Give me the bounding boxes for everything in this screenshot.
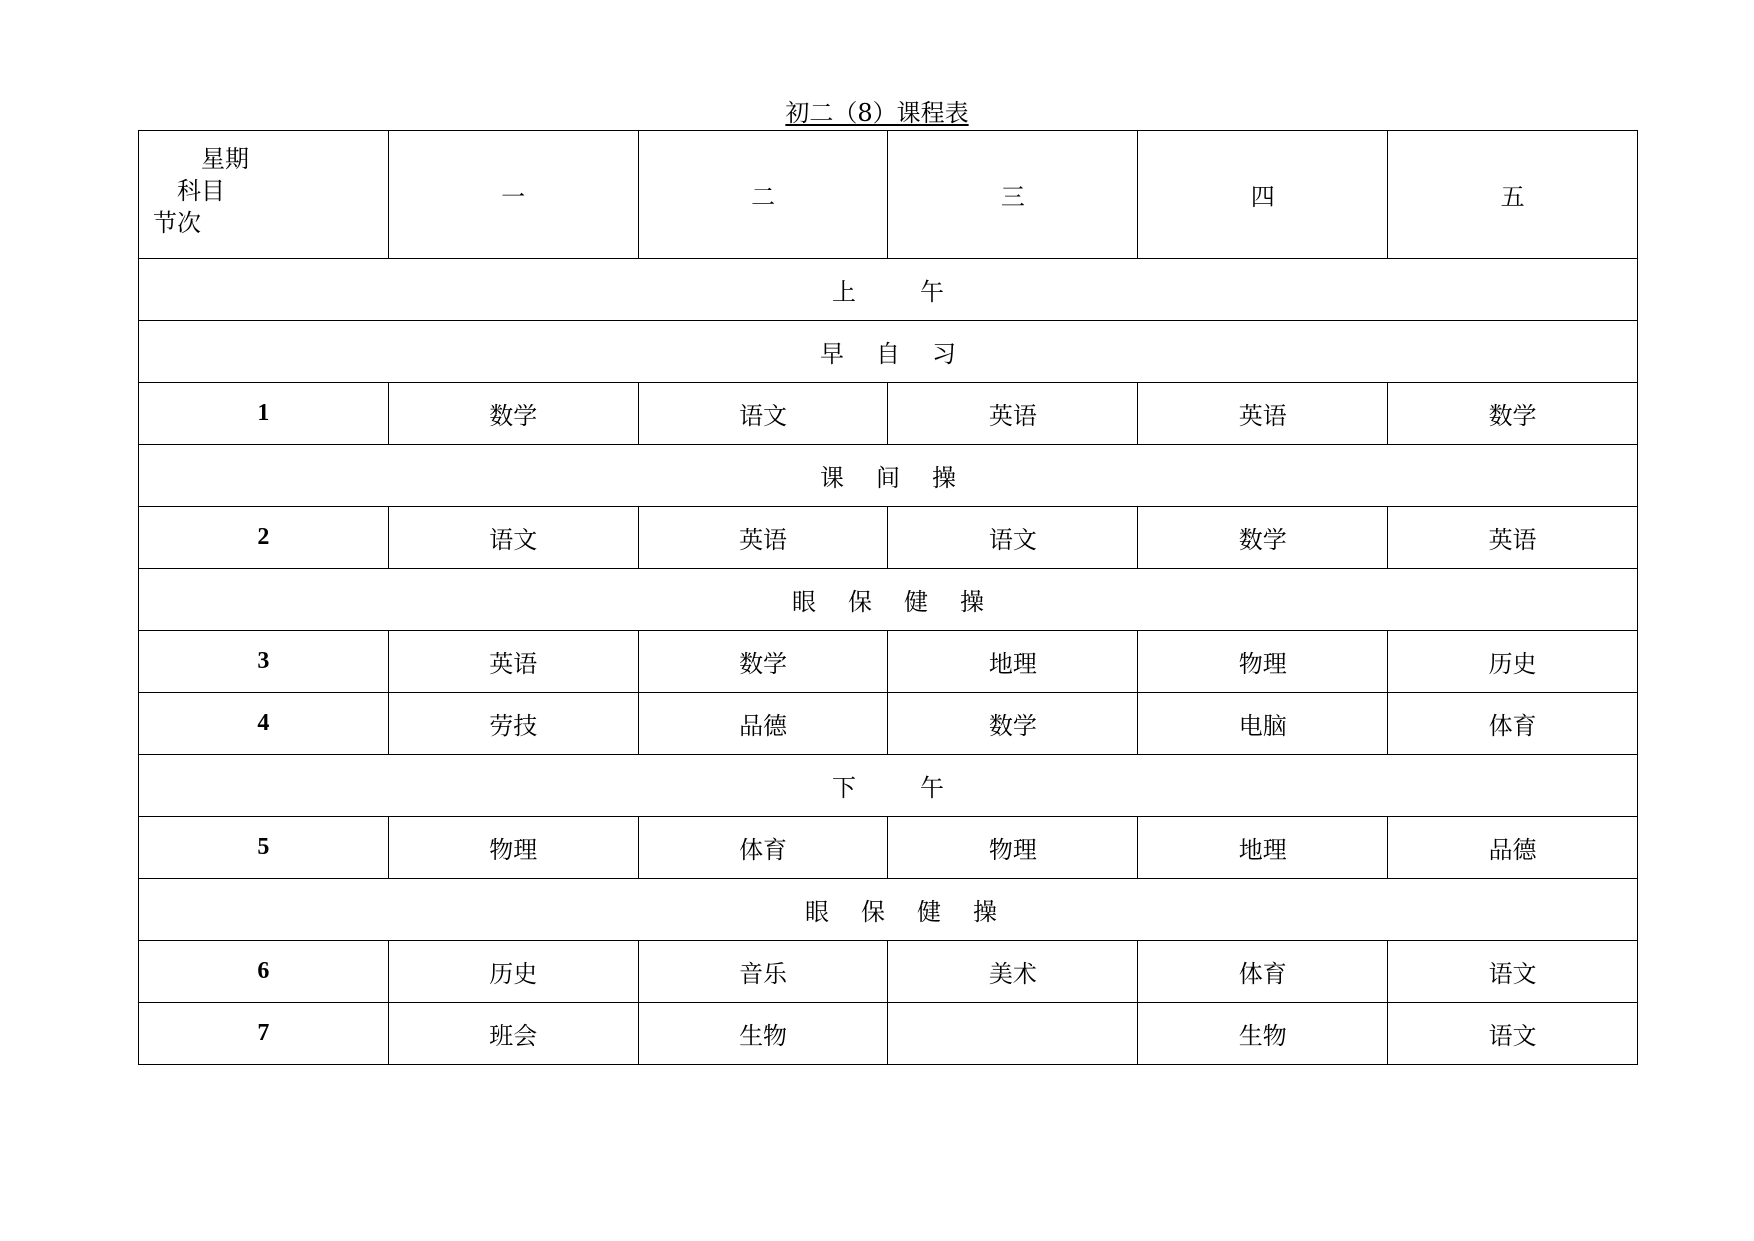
section-early-study — [139, 321, 1638, 383]
section-char: 自 — [876, 340, 900, 368]
section-row-eye-exercise-1 — [139, 569, 1638, 631]
section-row-early-study — [139, 321, 1638, 383]
section-char: 操 — [932, 464, 956, 492]
class-cell: 语文 — [1388, 1003, 1638, 1065]
section-char: 习 — [932, 340, 956, 368]
section-row-exercise — [139, 445, 1638, 507]
period-number: 3 — [139, 631, 389, 693]
period-number: 4 — [139, 693, 389, 755]
class-cell: 品德 — [1388, 817, 1638, 879]
class-cell: 品德 — [638, 693, 888, 755]
section-eye-exercise-1 — [139, 569, 1638, 631]
class-cell: 语文 — [1388, 941, 1638, 1003]
period-row-2 — [139, 507, 1638, 569]
class-cell — [888, 1003, 1138, 1065]
day-header-thu: 四 — [1138, 131, 1388, 259]
class-cell: 音乐 — [638, 941, 888, 1003]
timetable — [138, 130, 1638, 1065]
period-row-3 — [139, 631, 1638, 693]
section-char: 午 — [920, 774, 944, 802]
class-cell: 物理 — [1138, 631, 1388, 693]
section-char: 间 — [876, 464, 900, 492]
section-char: 保 — [848, 588, 872, 616]
period-row-5 — [139, 817, 1638, 879]
class-cell: 英语 — [638, 507, 888, 569]
period-row-6 — [139, 941, 1638, 1003]
day-header-mon: 一 — [388, 131, 638, 259]
section-char: 操 — [960, 588, 984, 616]
period-row-1 — [139, 383, 1638, 445]
day-header-wed: 三 — [888, 131, 1138, 259]
day-header-tue: 二 — [638, 131, 888, 259]
section-row-morning — [139, 259, 1638, 321]
class-cell: 电脑 — [1138, 693, 1388, 755]
section-char: 眼 — [805, 898, 829, 926]
header-row — [139, 131, 1638, 259]
class-cell: 数学 — [638, 631, 888, 693]
section-row-eye-exercise-2 — [139, 879, 1638, 941]
period-number: 6 — [139, 941, 389, 1003]
section-char: 眼 — [792, 588, 816, 616]
corner-header-cell — [139, 131, 389, 259]
section-row-afternoon — [139, 755, 1638, 817]
class-cell: 生物 — [1138, 1003, 1388, 1065]
class-cell: 体育 — [1138, 941, 1388, 1003]
class-cell: 英语 — [1138, 383, 1388, 445]
class-cell: 美术 — [888, 941, 1138, 1003]
class-cell: 地理 — [1138, 817, 1388, 879]
page-title: 初二（8）课程表 — [785, 99, 969, 127]
period-number: 5 — [139, 817, 389, 879]
class-cell: 数学 — [888, 693, 1138, 755]
class-cell: 生物 — [638, 1003, 888, 1065]
period-row-7 — [139, 1003, 1638, 1065]
class-cell: 语文 — [888, 507, 1138, 569]
class-cell: 数学 — [1388, 383, 1638, 445]
class-cell: 物理 — [388, 817, 638, 879]
class-cell: 地理 — [888, 631, 1138, 693]
period-number: 1 — [139, 383, 389, 445]
section-char: 课 — [820, 464, 844, 492]
section-char: 保 — [861, 898, 885, 926]
class-cell: 语文 — [638, 383, 888, 445]
class-cell: 数学 — [1138, 507, 1388, 569]
class-cell: 语文 — [388, 507, 638, 569]
corner-day-label: 星期 — [201, 145, 249, 173]
section-exercise — [139, 445, 1638, 507]
section-morning — [139, 259, 1638, 321]
section-char: 下 — [832, 774, 856, 802]
section-char: 健 — [917, 898, 941, 926]
class-cell: 物理 — [888, 817, 1138, 879]
period-number: 7 — [139, 1003, 389, 1065]
section-char: 健 — [904, 588, 928, 616]
corner-period-label: 节次 — [153, 209, 201, 237]
section-char: 午 — [920, 278, 944, 306]
section-afternoon — [139, 755, 1638, 817]
section-eye-exercise-2 — [139, 879, 1638, 941]
section-char: 早 — [820, 340, 844, 368]
class-cell: 体育 — [638, 817, 888, 879]
class-cell: 历史 — [388, 941, 638, 1003]
class-cell: 英语 — [888, 383, 1138, 445]
class-cell: 历史 — [1388, 631, 1638, 693]
class-cell: 英语 — [388, 631, 638, 693]
class-cell: 数学 — [388, 383, 638, 445]
class-cell: 体育 — [1388, 693, 1638, 755]
class-cell: 劳技 — [388, 693, 638, 755]
period-row-4 — [139, 693, 1638, 755]
class-cell: 班会 — [388, 1003, 638, 1065]
class-cell: 英语 — [1388, 507, 1638, 569]
period-number: 2 — [139, 507, 389, 569]
corner-subject-label: 科目 — [177, 177, 225, 205]
section-char: 上 — [832, 278, 856, 306]
day-header-fri: 五 — [1388, 131, 1638, 259]
section-char: 操 — [973, 898, 997, 926]
